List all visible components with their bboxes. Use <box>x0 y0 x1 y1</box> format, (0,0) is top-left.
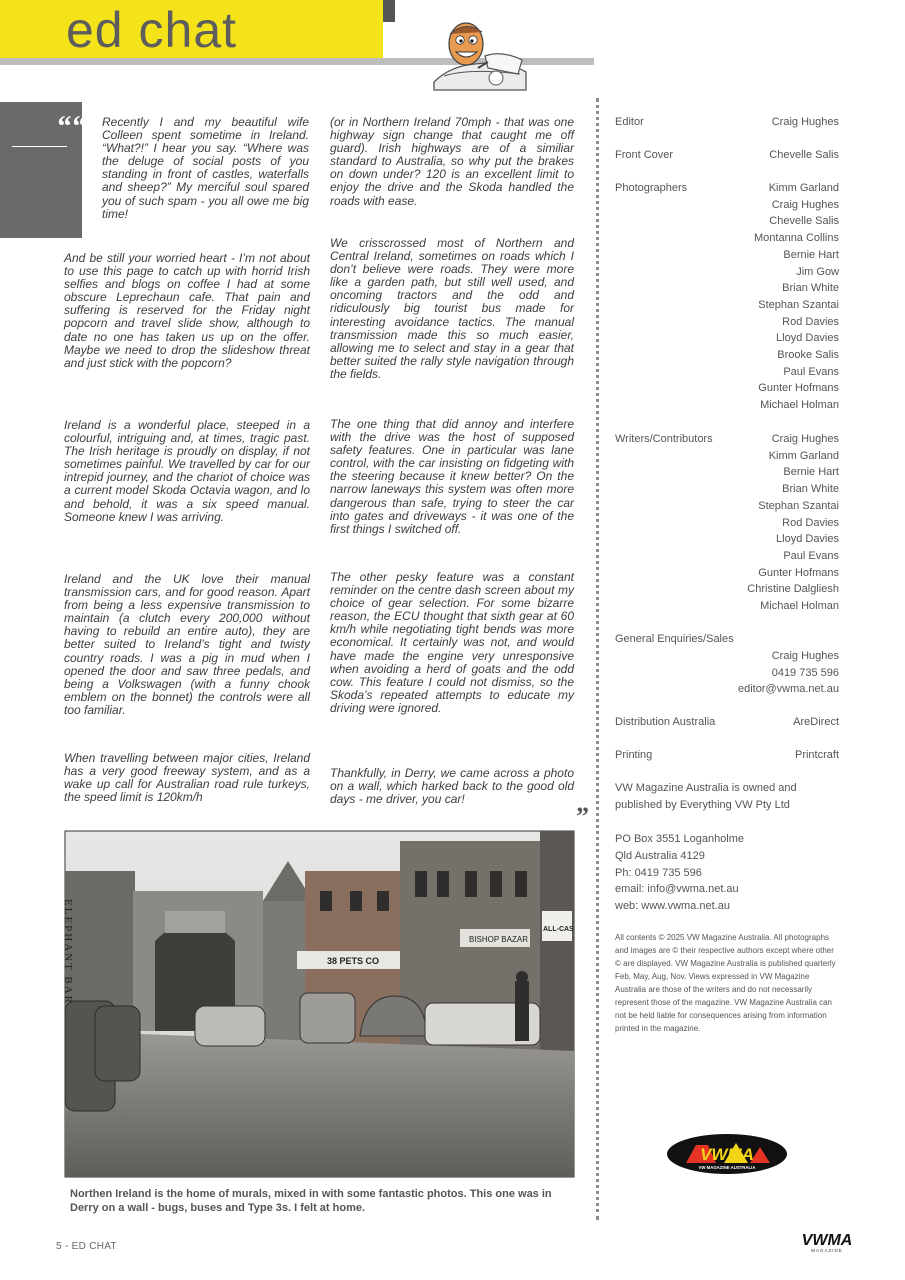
masthead-name: Chevelle Salis <box>769 149 839 161</box>
masthead-name: Christine Dalgliesh <box>747 583 839 596</box>
column-divider <box>596 98 599 1220</box>
masthead-name: Montanna Collins <box>754 232 839 245</box>
photo-caption: Northen Ireland is the home of murals, mixed in with some fantastic photos. This one was in Derry on a wall - bugs, buses and Type 3s. I felt at home. <box>70 1188 552 1214</box>
masthead-label: Editor <box>615 116 644 128</box>
masthead-name: Brian White <box>782 483 839 496</box>
masthead-label: Distribution Australia <box>615 716 716 728</box>
article-paragraph: And be still your worried heart - I’m not about to use this page to catch up with horrid Irish selfies and blogs on coffee I had at some obscure Leprechaun cafe. That pain and suffering is reserved for the Friday night popcorn and travel slide show, although to date no one has taken us up on the offer. Maybe we need to drop the slideshow threat and just stick with the popcorn? <box>64 251 310 370</box>
close-quote-icon: ” <box>576 802 589 831</box>
masthead-name: Bernie Hart <box>783 248 839 261</box>
masthead-photographer-names <box>754 180 839 414</box>
footer-logo-wordmark: VWMA <box>801 1232 853 1249</box>
masthead-cover-names <box>769 147 839 164</box>
masthead-writer-names <box>747 431 839 615</box>
derry-street-photo <box>62 831 574 1177</box>
legal-notice: All contents © 2025 VW Magazine Australia. All photographs and images are © their respective authors except where other © are displayed. VW Magazine Australia is published quarterly Feb, May, Aug, Nov. Views expressed in VW Magazine Australia are those of the writers and do not necessarily represent those of the magazine. VW Magazine Australia can not be held liable for consequences arising from information printed in the magazine. <box>615 933 836 1033</box>
masthead-label: Front Cover <box>615 149 674 161</box>
photo-sign-allcas: ALL-CAS <box>543 926 574 933</box>
masthead-name: Paul Evans <box>783 365 839 378</box>
masthead-name: Kimm Garland <box>768 182 839 194</box>
photo-sign-pets: 38 PETS CO <box>327 956 380 966</box>
photo-sign-bishop: BISHOP BAZAR <box>469 935 528 944</box>
masthead-name: Craig Hughes <box>771 198 839 211</box>
address-line: Qld Australia 4129 <box>615 849 705 862</box>
logo-subtext: VW MAGAZINE AUSTRALIA <box>698 1165 756 1170</box>
vwma-logo <box>666 1133 788 1175</box>
masthead-name: AreDirect <box>793 716 839 728</box>
page-title: ed chat <box>66 2 238 58</box>
masthead-name: Craig Hughes <box>771 650 839 662</box>
masthead-label: General Enquiries/Sales <box>615 633 734 645</box>
masthead-name: Craig Hughes <box>771 116 839 128</box>
editor-cartoon-illustration <box>430 16 528 92</box>
masthead-label: Printing <box>615 749 653 761</box>
masthead-name: Paul Evans <box>783 549 839 562</box>
masthead-name: Jim Gow <box>796 265 839 278</box>
masthead-name: Rod Davies <box>782 315 839 328</box>
open-quote-icon: ““ <box>56 110 86 143</box>
page-folio: 5 - ED CHAT <box>56 1241 117 1252</box>
ownership-statement: VW Magazine Australia is owned and published by Everything VW Pty Ltd <box>615 782 797 811</box>
masthead-name: Bernie Hart <box>783 466 839 479</box>
masthead-name: Brian White <box>782 282 839 295</box>
masthead-name: Stephan Szantai <box>758 298 839 311</box>
article-paragraph: Ireland is a wonderful place, steeped in a colourful, intriguing and, at times, tragic past. The Irish heritage is proudly on display, if not sometimes painful. We travelled by car for our intrepid journey, and the chariot of choice was a current model Skoda Octavia wagon, and lo and behold, it was a six speed manual. Someone knew I was arriving. <box>64 418 310 524</box>
masthead-enquiries-details <box>738 648 839 698</box>
article-paragraph: We crisscrossed most of Northern and Central Ireland, sometimes on roads which I don’t believe were roads. They were more like a garden path, but still well used, and oncoming tractors and the odd and ridiculously big tourist bus made for interesting avoidance tactics. The manual transmission made this so much easier, allowing me to select and stay in a gear that better suited the rally style navigation through the fields. <box>330 236 574 381</box>
address-web: web: www.vwma.net.au <box>615 900 730 913</box>
masthead-label: Photographers <box>615 182 688 194</box>
masthead-name: Lloyd Davies <box>776 332 839 345</box>
masthead-name: Gunter Hofmans <box>758 382 839 395</box>
address-phone: Ph: 0419 735 596 <box>615 866 702 879</box>
article-paragraph: Thankfully, in Derry, we came across a photo on a wall, which harked back to the good old days - me driver, you car! <box>330 766 574 807</box>
photo-sign-elephant-bar: ELEPHANT BAR <box>62 899 74 1005</box>
masthead-editor-names <box>772 114 839 131</box>
masthead-name: Rod Davies <box>782 516 839 529</box>
masthead-name: Lloyd Davies <box>776 533 839 546</box>
footer-vwma-logo <box>800 1230 854 1254</box>
contact-address <box>615 831 845 915</box>
address-line: PO Box 3551 Loganholme <box>615 833 745 845</box>
article-paragraph: Ireland and the UK love their manual transmission cars, and for good reason. Apart from being a less expensive transmission to maintain (a clutch every 200,000 without having to rebuild an entire auto), they are better suited to Ireland’s tight and twisty country roads. I was a pig in mud when I opened the door and saw three pedals, and being a Volkswagen (with a funny chook emblem on the bonnet) the controls were all too familiar. <box>64 572 310 717</box>
masthead-name: Kimm Garland <box>768 449 839 462</box>
masthead-name: Printcraft <box>794 749 839 761</box>
masthead-name: Chevelle Salis <box>769 215 839 228</box>
footer-logo-subtext: MAGAZINE <box>811 1248 843 1253</box>
masthead-name: Craig Hughes <box>771 433 839 445</box>
masthead-printing-names <box>795 747 839 764</box>
masthead-label: Writers/Contributors <box>615 433 713 445</box>
masthead-name: Brooke Salis <box>777 349 839 362</box>
banner-tab <box>383 0 395 22</box>
masthead-phone: 0419 735 596 <box>771 666 839 679</box>
masthead-email: editor@vwma.net.au <box>737 683 839 696</box>
quote-rule <box>12 146 67 147</box>
masthead-name: Stephan Szantai <box>758 499 839 512</box>
masthead-name: Michael Holman <box>760 600 839 613</box>
article-paragraph: The other pesky feature was a constant reminder on the centre dash screen about my choice of gear selection. For some bizarre reason, the ECU thought that sixth gear at 60 km/h while negotiating tight bends was more economical. It certainly was not, and would have made the engine very unresponsive when avoiding a herd of goats and the odd cow. This feature I could not dismiss, so the Skoda’s repeated attempts to educate my driving were ignored. <box>330 570 574 715</box>
article-paragraph: Recently I and my beautiful wife Colleen spent sometime in Ireland. “What?!” I hear you say. “Where was the deluge of social posts of you standing in front of castles, waterfalls and sheep?” My merciful soul spared you of such spam - you all owe me big time! <box>102 115 309 221</box>
article-paragraph: (or in Northern Ireland 70mph - that was one highway sign change that caught me off guard). Irish highways are of a similiar standard to Australia, so why put the brakes on down under? 120 is an excellent limit to enjoy the drive and the Skoda handled the roads with ease. <box>330 115 574 208</box>
masthead-name: Gunter Hofmans <box>758 566 839 579</box>
article-paragraph: The one thing that did annoy and interfere with the drive was the host of supposed safety features. One in particular was lane control, with the car insisting on fidgeting with the steering because it knew better? On the narrow laneways this system was often more dangerous than safe, trying to steer the car into gates and driveways - it was one of the first things I switched off. <box>330 417 574 536</box>
masthead-distribution-names <box>793 714 839 731</box>
logo-wordmark: VWMA <box>700 1145 754 1164</box>
address-email: email: info@vwma.net.au <box>615 883 739 896</box>
article-paragraph: When travelling between major cities, Ireland has a very good freeway system, and as a wake up call for Australian road rule turkeys, the speed limit is 120km/h <box>64 751 310 805</box>
masthead-name: Michael Holman <box>760 399 839 412</box>
